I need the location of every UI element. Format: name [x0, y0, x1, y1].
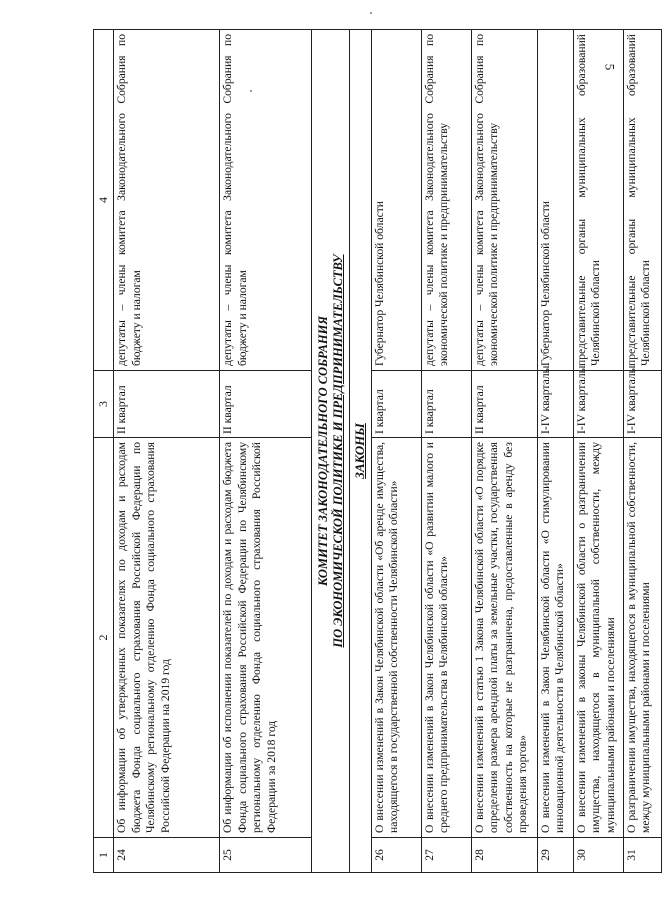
header-cell: 1: [94, 838, 114, 873]
header-cell: 3: [94, 371, 114, 438]
section-heading: [312, 30, 350, 873]
table-row: [537, 30, 573, 873]
table-row: [421, 30, 471, 873]
table-header-row: [94, 30, 114, 873]
page-number: 5: [602, 63, 618, 71]
row-responsible: депутаты – члены комитета Законодательного Собрания по бюджету и налогам: [114, 30, 220, 371]
table-row: [471, 30, 537, 873]
table-row: [371, 30, 421, 873]
row-title: О внесении изменений в Закон Челябинской области «Об аренде имущества, находящегося в государственной собственности Челябинской области»: [371, 438, 421, 838]
row-quarter: II квартал: [220, 371, 312, 438]
row-title: Об информации об исполнении показателей по доходам и расходам бюджета Фонда социального страхования Российской Федерации по Челябинскому региональному отделению Фонда социального страхования Российской Федерации за 2018 год: [220, 438, 312, 838]
subheading-cell: [350, 30, 372, 873]
header-cell: 4: [94, 30, 114, 371]
plan-table: [93, 29, 662, 873]
section-heading-row: [312, 30, 350, 873]
scan-speck: [370, 12, 372, 14]
row-number: 27: [421, 838, 471, 873]
row-title: О разграничении имущества, находящегося в муниципальной собственности, между муниципальными районами и поселениями: [623, 438, 661, 838]
subheading-laws: ЗАКОНЫ: [352, 423, 367, 479]
row-number: 24: [114, 838, 220, 873]
row-responsible: депутаты – члены комитета Законодательного Собрания по экономической политике и предпринимательству: [421, 30, 471, 371]
row-quarter: II квартал: [471, 371, 537, 438]
row-quarter: II квартал: [114, 371, 220, 438]
row-number: 26: [371, 838, 421, 873]
row-title: О внесении изменений в законы Челябинской области о разграничении имущества, находящегося в муниципальной собственности, между муниципальными районами и поселениями: [573, 438, 623, 838]
row-quarter: I квартал: [421, 371, 471, 438]
section-heading-line2: ПО ЭКОНОМИЧЕСКОЙ ПОЛИТИКЕ И ПРЕДПРИНИМАТЕЛЬСТВУ: [330, 254, 345, 648]
row-responsible: депутаты – члены комитета Законодательного Собрания по бюджету и налогам: [220, 30, 312, 371]
row-number: 25: [220, 838, 312, 873]
row-responsible: представительные органы муниципальных образований Челябинской области: [623, 30, 661, 371]
row-number: 29: [537, 838, 573, 873]
table-row: [114, 30, 220, 873]
table-row: [220, 30, 312, 873]
header-cell: 2: [94, 438, 114, 838]
row-responsible: Губернатор Челябинской области: [371, 30, 421, 371]
row-responsible: представительные органы муниципальных образований Челябинской области: [573, 30, 623, 371]
row-responsible: Губернатор Челябинской области: [537, 30, 573, 371]
row-title: О внесении изменений в Закон Челябинской области «О стимулировании инновационной деятельности в Челябинской области»: [537, 438, 573, 838]
row-number: 30: [573, 838, 623, 873]
section-heading-line1: КОМИТЕТ ЗАКОНОДАТЕЛЬНОГО СОБРАНИЯ: [316, 316, 330, 586]
rotated-table-container: [93, 30, 652, 873]
row-quarter: I-IV кварталы: [573, 371, 623, 438]
row-title: О внесении изменений в статью 1 Закона Челябинской области «О порядке определения размера арендной платы за земельные участки, государственная собственность на которые не разграничена, предоставленные в аренду без проведения торгов»: [471, 438, 537, 838]
row-responsible: депутаты – члены комитета Законодательного Собрания по экономической политике и предпринимательству: [471, 30, 537, 371]
table-row: [623, 30, 661, 873]
table-row: [573, 30, 623, 873]
row-number: 28: [471, 838, 537, 873]
row-quarter: I-IV кварталы: [537, 371, 573, 438]
row-quarter: I квартал: [371, 371, 421, 438]
row-quarter: I-IV кварталы: [623, 371, 661, 438]
row-number: 31: [623, 838, 661, 873]
row-title: Об информации об утвержденных показателях по доходам и расходам бюджета Фонда социального страхования Российской Федерации по Челябинскому региональному отделению Фонда социального страхования Российской Федерации на 2019 год: [114, 438, 220, 838]
subheading-row: [350, 30, 372, 873]
row-title: О внесении изменений в Закон Челябинской области «О развитии малого и среднего предпринимательства в Челябинской области»: [421, 438, 471, 838]
